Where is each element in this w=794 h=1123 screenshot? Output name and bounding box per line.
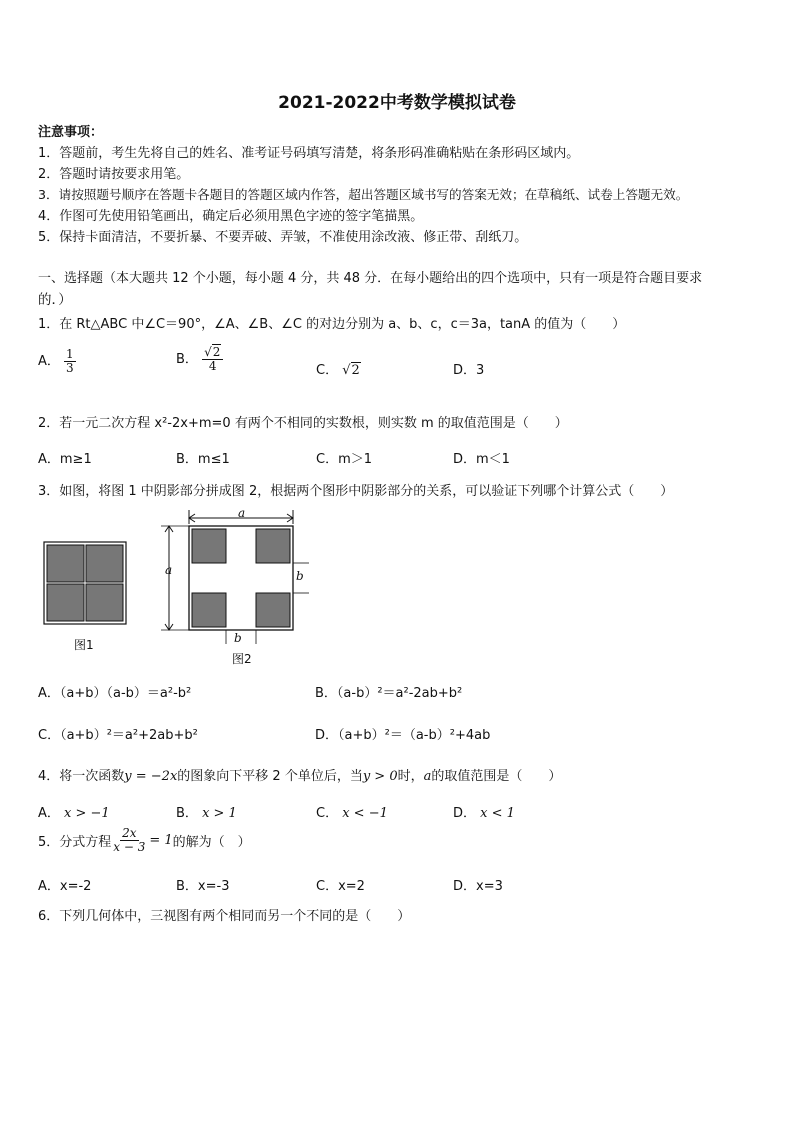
q1-c-sqrt: √2 — [342, 363, 360, 378]
fig2-label-b-right: b — [296, 569, 304, 583]
notice-heading: 注意事项： — [38, 125, 104, 140]
q4-option-d[interactable] — [453, 802, 515, 821]
q4-option-c[interactable] — [316, 802, 388, 821]
q4-option-b[interactable] — [176, 802, 237, 821]
question-1-stem: 1．在 Rt△ABC 中∠C＝90°，∠A、∠B、∠C 的对边分别为 a、b、c，c＝3a，tanA 的值为（ ） — [38, 317, 626, 332]
q4-stem-mid2: 时， — [397, 769, 424, 784]
q4-stem-mid: 的图象向下平移 2 个单位后，当 — [177, 769, 363, 784]
q5-stem-pre: 5．分式方程 — [38, 835, 112, 850]
q4-option-d-value: x < 1 — [480, 806, 515, 821]
q1-a-numerator: 1 — [66, 347, 74, 361]
notice-item-1: 1．答题前，考生先将自己的姓名、准考证号码填写清楚，将条形码准确粘贴在条形码区域内。 — [38, 146, 580, 161]
q1-option-a[interactable] — [38, 348, 76, 375]
figure-2-caption: 图2 — [232, 652, 252, 666]
notice-item-4: 4．作图可先使用铅笔画出，确定后必须用黑色字迹的签字笔描黑。 — [38, 209, 424, 224]
q4-option-a-label: A． — [38, 806, 60, 821]
q1-option-b-fraction — [202, 346, 223, 373]
figure-1-caption: 图1 — [74, 638, 94, 652]
q5-fraction — [111, 827, 147, 854]
q3-option-a[interactable]: A．（a+b）（a-b）＝a²-b² — [38, 686, 192, 701]
q5-option-d[interactable]: D．x=3 — [453, 879, 503, 894]
q1-option-c-label: C． — [316, 363, 339, 378]
section-header-line2: 的．） — [38, 292, 72, 308]
q1-option-b[interactable] — [176, 346, 223, 373]
q5-option-c[interactable]: C．x=2 — [316, 879, 365, 894]
question-5-stem — [38, 827, 251, 854]
fig1-shaded-top-right — [86, 545, 123, 582]
q1-option-a-label: A． — [38, 354, 60, 369]
fig2-label-b-bottom: b — [234, 631, 242, 645]
q3-option-b[interactable]: B．（a-b）²＝a²-2ab+b² — [315, 686, 463, 701]
q4-option-d-label: D． — [453, 806, 477, 821]
fig2-shaded-top-right — [256, 529, 290, 563]
q1-option-b-label: B． — [176, 352, 198, 367]
q2-option-d[interactable]: D．m＜1 — [453, 452, 510, 467]
q4-option-c-label: C． — [316, 806, 339, 821]
q1-option-a-fraction — [64, 348, 76, 375]
figure-2 — [155, 504, 315, 649]
q1-c-radicand: 2 — [351, 363, 360, 378]
q3-option-d[interactable]: D．（a+b）²＝（a-b）²+4ab — [315, 728, 491, 743]
q1-b-denominator: 4 — [208, 359, 217, 373]
q2-option-a[interactable]: A．m≥1 — [38, 452, 92, 467]
section-header-line1: 一、选择题（本大题共 12 个小题，每小题 4 分，共 48 分．在每小题给出的四个选项中，只有一项是符合题目要求 — [38, 271, 703, 286]
q4-option-b-label: B． — [176, 806, 198, 821]
q1-option-c[interactable] — [316, 359, 361, 378]
q5-equals: = 1 — [149, 833, 173, 848]
fig2-label-a-top: a — [238, 506, 246, 520]
q4-function: y = −2x — [124, 769, 178, 784]
q4-stem-pre: 4．将一次函数 — [38, 769, 125, 784]
q3-option-c[interactable]: C．（a+b）²＝a²+2ab+b² — [38, 728, 198, 743]
q5-numerator: 2x — [122, 826, 137, 840]
q2-option-b[interactable]: B．m≤1 — [176, 452, 230, 467]
q1-option-d-value: 3 — [476, 363, 485, 378]
fig2-label-a-left: a — [165, 563, 173, 577]
q5-denominator: x − 3 — [113, 840, 146, 854]
notice-item-5: 5．保持卡面清洁，不要折暴、不要弄破、弄皱，不准使用涂改液、修正带、刮纸刀。 — [38, 230, 528, 245]
q4-option-c-value: x < −1 — [342, 806, 388, 821]
q2-option-c[interactable]: C．m＞1 — [316, 452, 373, 467]
fig2-shaded-bottom-right — [256, 593, 290, 627]
q4-stem-post: 的取值范围是（ ） — [431, 769, 562, 784]
question-6-stem: 6．下列几何体中，三视图有两个相同而另一个不同的是（ ） — [38, 909, 411, 924]
notice-item-3: 3．请按照题号顺序在答题卡各题目的答题区域内作答，超出答题区域书写的答案无效；在草稿纸、试卷上答题无效。 — [38, 187, 689, 202]
q4-option-a[interactable] — [38, 802, 110, 821]
q4-condition: y > 0 — [362, 769, 398, 784]
fig1-shaded-bottom-right — [86, 584, 123, 621]
q1-a-denominator: 3 — [66, 361, 74, 375]
q1-b-radicand: 2 — [212, 345, 221, 359]
fig2-shaded-top-left — [192, 529, 226, 563]
fig1-shaded-top-left — [47, 545, 84, 582]
q5-stem-post: 的解为（ ） — [172, 835, 251, 850]
question-4-stem — [38, 765, 561, 784]
question-3-stem: 3．如图，将图 1 中阴影部分拼成图 2，根据两个图形中阴影部分的关系，可以验证下列哪个计算公式（ ） — [38, 484, 674, 499]
q4-option-a-value: x > −1 — [64, 806, 110, 821]
q5-option-a[interactable]: A．x=-2 — [38, 879, 92, 894]
fig1-shaded-bottom-left — [47, 584, 84, 621]
fig2-shaded-bottom-left — [192, 593, 226, 627]
q1-option-d[interactable] — [453, 359, 484, 378]
q4-option-b-value: x > 1 — [202, 806, 237, 821]
question-2-stem: 2．若一元二次方程 x²-2x+m=0 有两个不相同的实数根，则实数 m 的取值范围是（ ） — [38, 416, 568, 431]
notice-item-2: 2．答题时请按要求用笔。 — [38, 167, 190, 182]
page-title: 2021-2022中考数学模拟试卷 — [278, 93, 516, 113]
figure-1 — [42, 540, 132, 630]
q4-variable: a — [423, 769, 432, 784]
q1-b-numerator: √2 — [202, 346, 223, 360]
q5-option-b[interactable]: B．x=-3 — [176, 879, 230, 894]
q1-option-d-label: D． — [453, 363, 477, 378]
